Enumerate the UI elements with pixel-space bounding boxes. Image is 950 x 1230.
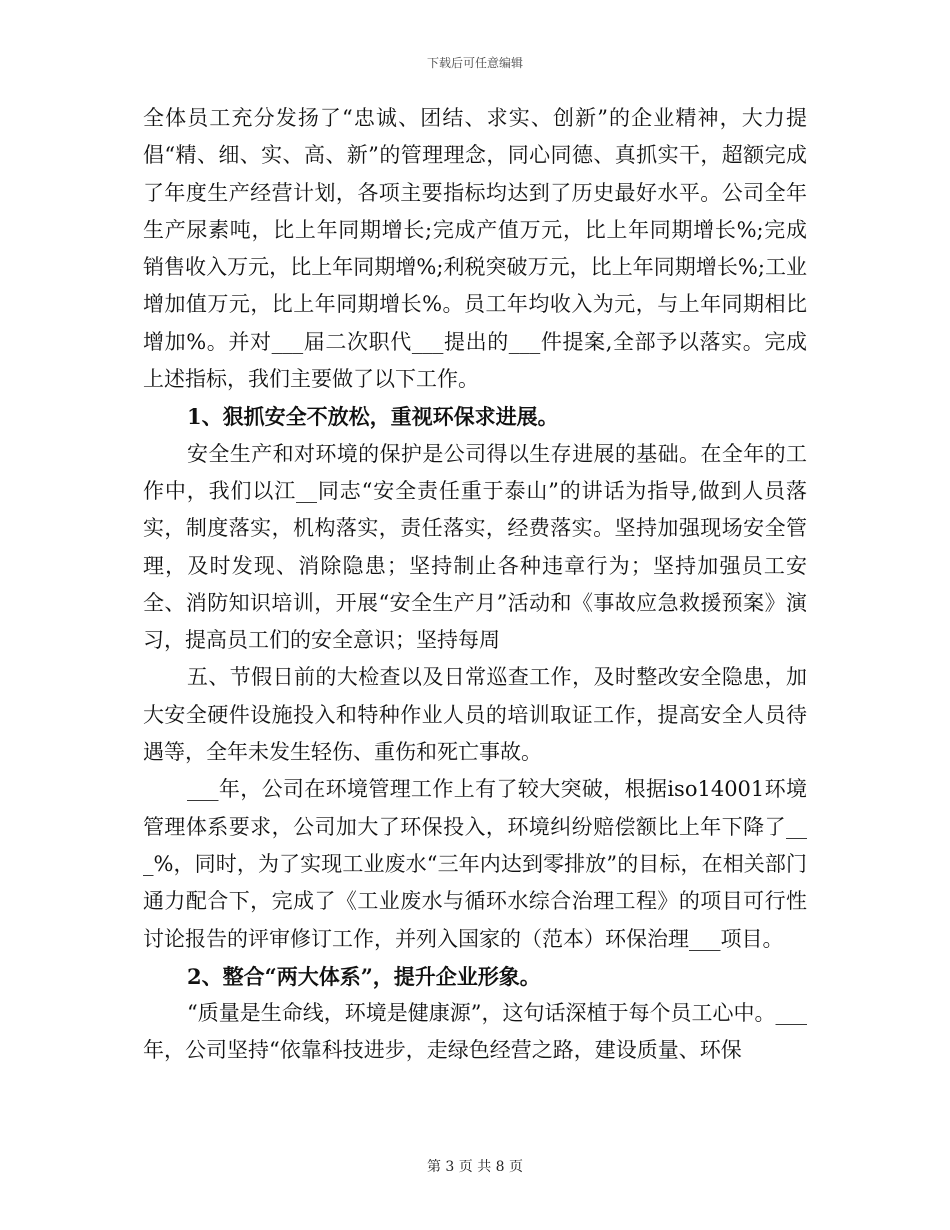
section-heading: 2、整合“两大体系”，提升企业形象。 [187,963,541,989]
body-paragraph: 安全生产和对环境的保护是公司得以生存进展的基础。在全年的工作中，我们以江__同志“安全责任重于泰山”的讲话为指导,做到人员落实，制度落实，机构落实，责任落实，经费落实。坚持加强现场安全管理，及时发现、消除隐患；坚持制止各种违章行为；坚持加强员工安全、消防知识培训，开展“安全生产月”活动和《事故应急救援预案》演习，提高员工们的安全意识；坚持每周 [143,441,807,653]
page-header: 下载后可任意编辑 [426,56,523,70]
body-paragraph: ___年，公司在环境管理工作上有了较大突破，根据iso14001环境管理体系要求，公司加大了环保投入，环境纠纷赔偿额比上年下降了___%，同时，为了实现工业废水“三年内达到零排放”的目标，在相关部门通力配合下，完成了《工业废水与循环水综合治理工程》的项目可行性讨论报告的评审修订工作，并列入国家的（范本）环保治理___项目。 [143,777,807,951]
section-heading: 1、狠抓安全不放松，重视环保求进展。 [187,404,559,430]
page-footer: 第 3 页 共 8 页 [426,1159,524,1175]
body-paragraph: 五、节假日前的大检查以及日常巡查工作，及时整改安全隐患，加大安全硬件设施投入和特种作业人员的培训取证工作，提高安全人员待遇等，全年未发生轻伤、重伤和死亡事故。 [143,665,807,765]
body-paragraph: 全体员工充分发扬了“忠诚、团结、求实、创新”的企业精神，大力提倡“精、细、实、高、新”的管理理念，同心同德、真抓实干，超额完成了年度生产经营计划，各项主要指标均达到了历史最好水平。公司全年生产尿素吨，比上年同期增长;完成产值万元，比上年同期增长%;完成销售收入万元，比上年同期增%;利税突破万元，比上年同期增长%;工业增加值万元，比上年同期增长%。员工年均收入为元，与上年同期相比增加%。并对___届二次职代___提出的___件提案,全部予以落实。完成上述指标，我们主要做了以下工作。 [143,106,807,392]
body-paragraph: “质量是生命线，环境是健康源”，这句话深植于每个员工心中。___年，公司坚持“依靠科技进步，走绿色经营之路，建设质量、环保 [143,1001,807,1063]
document-body [143,100,807,1070]
